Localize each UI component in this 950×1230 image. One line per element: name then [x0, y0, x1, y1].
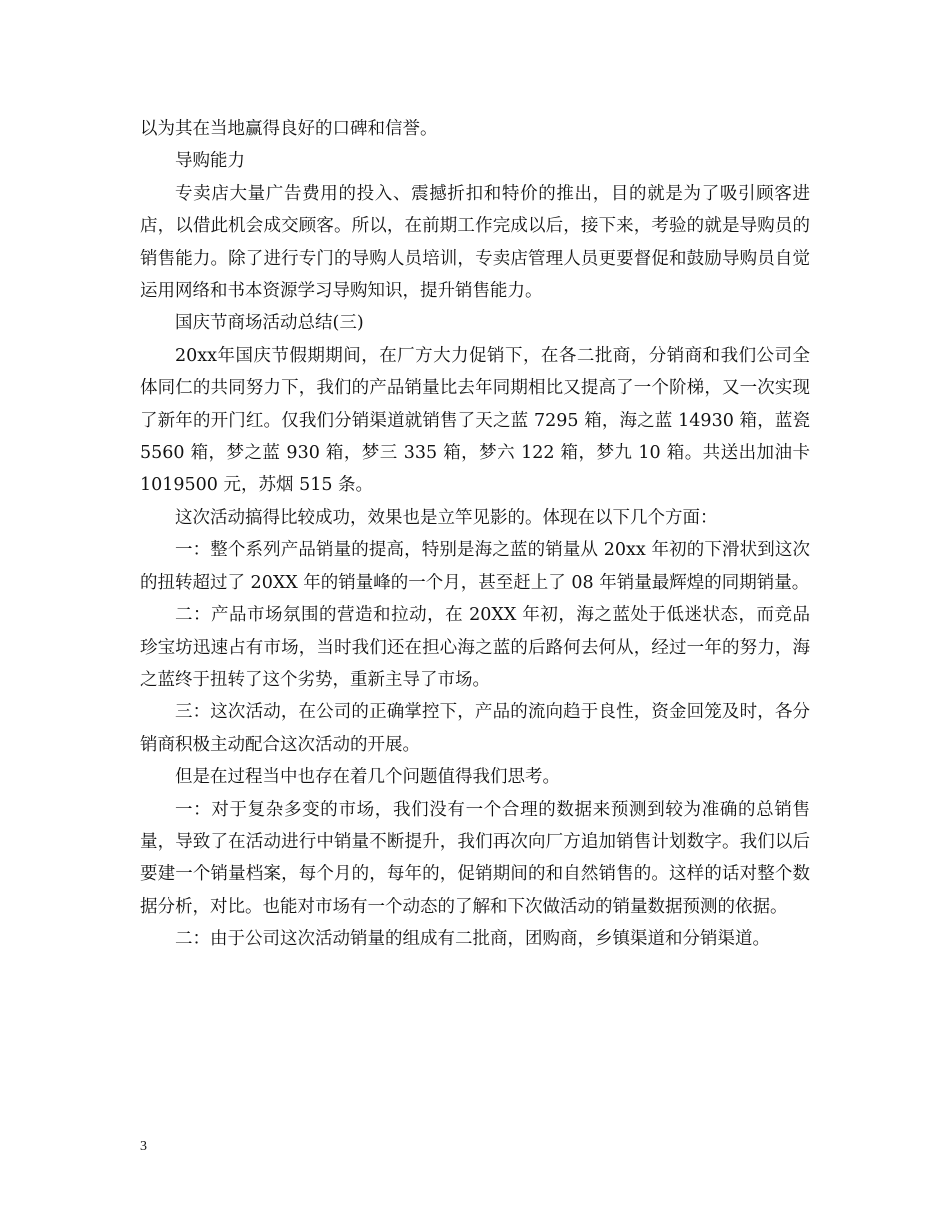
paragraph-success-intro: 这次活动搞得比较成功，效果也是立竿见影的。体现在以下几个方面： — [175, 507, 718, 528]
paragraph-problem-one: 一：对于复杂多变的市场，我们没有一个合理的数据来预测到较为准确的总销售量，导致了在活动进行中销量不断提升，我们再次向厂方追加销售计划数字。我们以后要建一个销量档案，每个月的，每年的，促销期间的和自然销售的。这样的话对整个数据分析，对比。也能对市场有一个动态的了解和下次做活动的销量数据预测的依据。 — [140, 799, 810, 917]
paragraph-point-two: 二：产品市场氛围的营造和拉动，在 20XX 年初，海之蓝处于低迷状态，而竞品珍宝坊迅速占有市场，当时我们还在担心海之蓝的后路何去何从，经过一年的努力，海之蓝终于扭转了这个劣势，重新主导了市场。 — [140, 605, 810, 690]
paragraph-sales-guide: 专卖店大量广告费用的投入、震撼折扣和特价的推出，目的就是为了吸引顾客进店，以借此机会成交顾客。所以，在前期工作完成以后，接下来，考验的就是导购员的销售能力。除了进行专门的导购人员培训，专卖店管理人员更要督促和鼓励导购员自觉运用网络和书本资源学习导购知识，提升销售能力。 — [140, 183, 810, 302]
paragraph-problem-two: 二：由于公司这次活动销量的组成有二批商，团购商，乡镇渠道和分销渠道。 — [175, 929, 770, 950]
document-body — [140, 113, 810, 956]
paragraph-sales-results: 20xx年国庆节假期期间，在厂方大力促销下，在各二批商，分销商和我们公司全体同仁的共同努力下，我们的产品销量比去年同期相比又提高了一个阶梯，又一次实现了新年的开门红。仅我们分销渠道就销售了天之蓝 7295 箱，海之蓝 14930 箱，蓝瓷 5560 箱，梦之蓝 930 箱，梦三 335 箱，梦六 122 箱，梦九 10 箱。共送出加油卡 1019500 元，苏烟 515 条。 — [140, 345, 810, 496]
page-number: 3 — [140, 1139, 147, 1154]
paragraph-problems-intro: 但是在过程当中也存在着几个问题值得我们思考。 — [175, 767, 560, 788]
paragraph-continuation: 以为其在当地赢得良好的口碑和信誉。 — [140, 119, 438, 139]
paragraph-point-one: 一：整个系列产品销量的提高，特别是海之蓝的销量从 20xx 年初的下滑状到这次的扭转超过了 20XX 年的销量峰的一个月，甚至赶上了 08 年销量最辉煌的同期销量。 — [140, 540, 810, 593]
section-heading-national-day-summary-3: 国庆节商场活动总结(三) — [175, 313, 364, 334]
section-heading-sales-guide-ability: 导购能力 — [175, 151, 245, 172]
paragraph-point-three: 三：这次活动，在公司的正确掌控下，产品的流向趋于良性，资金回笼及时，各分销商积极主动配合这次活动的开展。 — [140, 702, 810, 755]
